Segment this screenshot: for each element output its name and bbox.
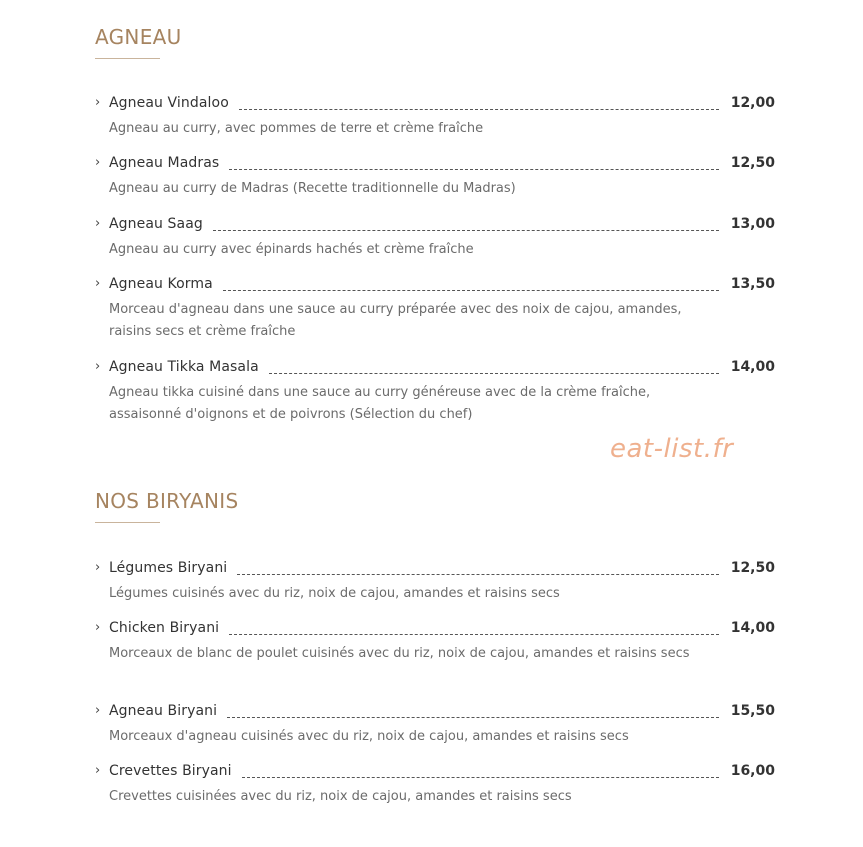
item-description: Morceau d'agneau dans une sauce au curry préparée avec des noix de cajou, amandes, raisins secs et crème fraîche <box>109 302 682 339</box>
item-name: Agneau Vindaloo <box>109 95 229 111</box>
section-divider <box>95 522 160 523</box>
item-description: Morceaux de blanc de poulet cuisinés avec du riz, noix de cajou, amandes et raisins secs <box>109 646 690 661</box>
section-title: AGNEAU <box>95 25 182 49</box>
chevron-right-icon: › <box>95 276 101 291</box>
item-description: Agneau au curry avec épinards hachés et crème fraîche <box>109 242 474 257</box>
item-price: 12,50 <box>730 560 775 576</box>
menu-item <box>95 560 775 605</box>
item-price: 16,00 <box>730 763 775 779</box>
menu-item <box>95 620 775 665</box>
item-description: Morceaux d'agneau cuisinés avec du riz, noix de cajou, amandes et raisins secs <box>109 729 629 744</box>
chevron-right-icon: › <box>95 763 101 778</box>
item-price: 14,00 <box>730 359 775 375</box>
item-price: 13,00 <box>730 216 775 232</box>
chevron-right-icon: › <box>95 703 101 718</box>
item-name: Agneau Tikka Masala <box>109 359 259 375</box>
item-name: Agneau Biryani <box>109 703 218 719</box>
menu-item <box>95 95 775 140</box>
chevron-right-icon: › <box>95 620 101 635</box>
item-description: Agneau au curry de Madras (Recette traditionnelle du Madras) <box>109 181 516 196</box>
menu-item <box>95 703 775 748</box>
dotted-leader <box>242 776 719 778</box>
dotted-leader <box>227 716 719 718</box>
item-price: 13,50 <box>730 276 775 292</box>
menu-item <box>95 359 775 426</box>
chevron-right-icon: › <box>95 155 101 170</box>
watermark: eat-list.fr <box>610 434 734 464</box>
section-title: NOS BIRYANIS <box>95 489 239 513</box>
dotted-leader <box>229 168 719 170</box>
chevron-right-icon: › <box>95 560 101 575</box>
item-price: 12,00 <box>730 95 775 111</box>
item-description: Agneau tikka cuisiné dans une sauce au curry généreuse avec de la crème fraîche, assaisonné d'oignons et de poivrons (Sélection du chef) <box>109 385 651 422</box>
item-name: Crevettes Biryani <box>109 763 232 779</box>
item-name: Légumes Biryani <box>109 560 228 576</box>
item-name: Agneau Korma <box>109 276 213 292</box>
dotted-leader <box>269 372 719 374</box>
dotted-leader <box>229 633 719 635</box>
menu-item <box>95 276 775 343</box>
dotted-leader <box>239 108 719 110</box>
chevron-right-icon: › <box>95 216 101 231</box>
item-name: Agneau Madras <box>109 155 220 171</box>
item-description: Agneau au curry, avec pommes de terre et crème fraîche <box>109 121 484 136</box>
section-divider <box>95 58 160 59</box>
item-price: 15,50 <box>730 703 775 719</box>
chevron-right-icon: › <box>95 95 101 110</box>
menu-item <box>95 216 775 261</box>
dotted-leader <box>223 289 719 291</box>
item-price: 12,50 <box>730 155 775 171</box>
item-name: Chicken Biryani <box>109 620 220 636</box>
dotted-leader <box>237 573 719 575</box>
item-price: 14,00 <box>730 620 775 636</box>
chevron-right-icon: › <box>95 359 101 374</box>
item-description: Crevettes cuisinées avec du riz, noix de cajou, amandes et raisins secs <box>109 789 572 804</box>
menu-item <box>95 155 775 200</box>
menu-item <box>95 763 775 808</box>
item-name: Agneau Saag <box>109 216 203 232</box>
dotted-leader <box>213 229 719 231</box>
item-description: Légumes cuisinés avec du riz, noix de cajou, amandes et raisins secs <box>109 586 560 601</box>
